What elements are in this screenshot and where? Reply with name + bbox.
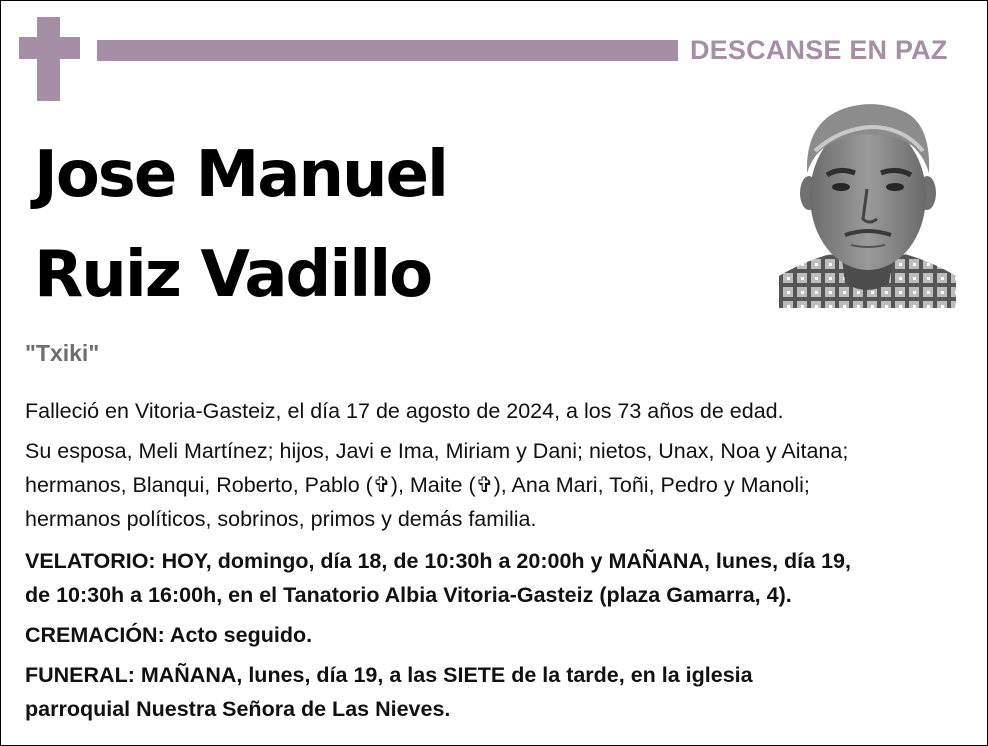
funeral-line: parroquial Nuestra Señora de Las Nieves. [25, 697, 451, 721]
family-line: hermanos, Blanqui, Roberto, Pablo (✞), Maite (✞), Ana Mari, Toñi, Pedro y Manoli; [25, 473, 810, 497]
deceased-name-line2: Ruiz Vadillo [34, 238, 432, 312]
funeral-paragraph [25, 658, 965, 726]
wake-line: de 10:30h a 16:00h, en el Tanatorio Albia Vitoria-Gasteiz (plaza Gamarra, 4). [25, 583, 792, 607]
funeral-line: FUNERAL: MAÑANA, lunes, día 19, a las SIETE de la tarde, en la iglesia [25, 663, 753, 687]
death-notice: Falleció en Vitoria-Gasteiz, el día 17 de agosto de 2024, a los 73 años de edad. [25, 399, 784, 423]
header-label: DESCANSE EN PAZ [690, 35, 948, 65]
wake-line: VELATORIO: HOY, domingo, día 18, de 10:30h a 20:00h y MAÑANA, lunes, día 19, [25, 549, 851, 573]
family-paragraph [25, 434, 965, 536]
cross-icon [19, 17, 80, 101]
header-divider-bar [97, 40, 678, 61]
deceased-nickname: "Txiki" [25, 340, 100, 366]
wake-paragraph [25, 544, 965, 612]
family-line: hermanos políticos, sobrinos, primos y demás familia. [25, 507, 537, 531]
deceased-name-line1: Jose Manuel [34, 138, 447, 212]
family-line: Su esposa, Meli Martínez; hijos, Javi e Ima, Miriam y Dani; nietos, Unax, Noa y Aitana; [25, 439, 849, 463]
deceased-portrait [779, 101, 956, 308]
cremation-paragraph: CREMACIÓN: Acto seguido. [25, 623, 313, 647]
